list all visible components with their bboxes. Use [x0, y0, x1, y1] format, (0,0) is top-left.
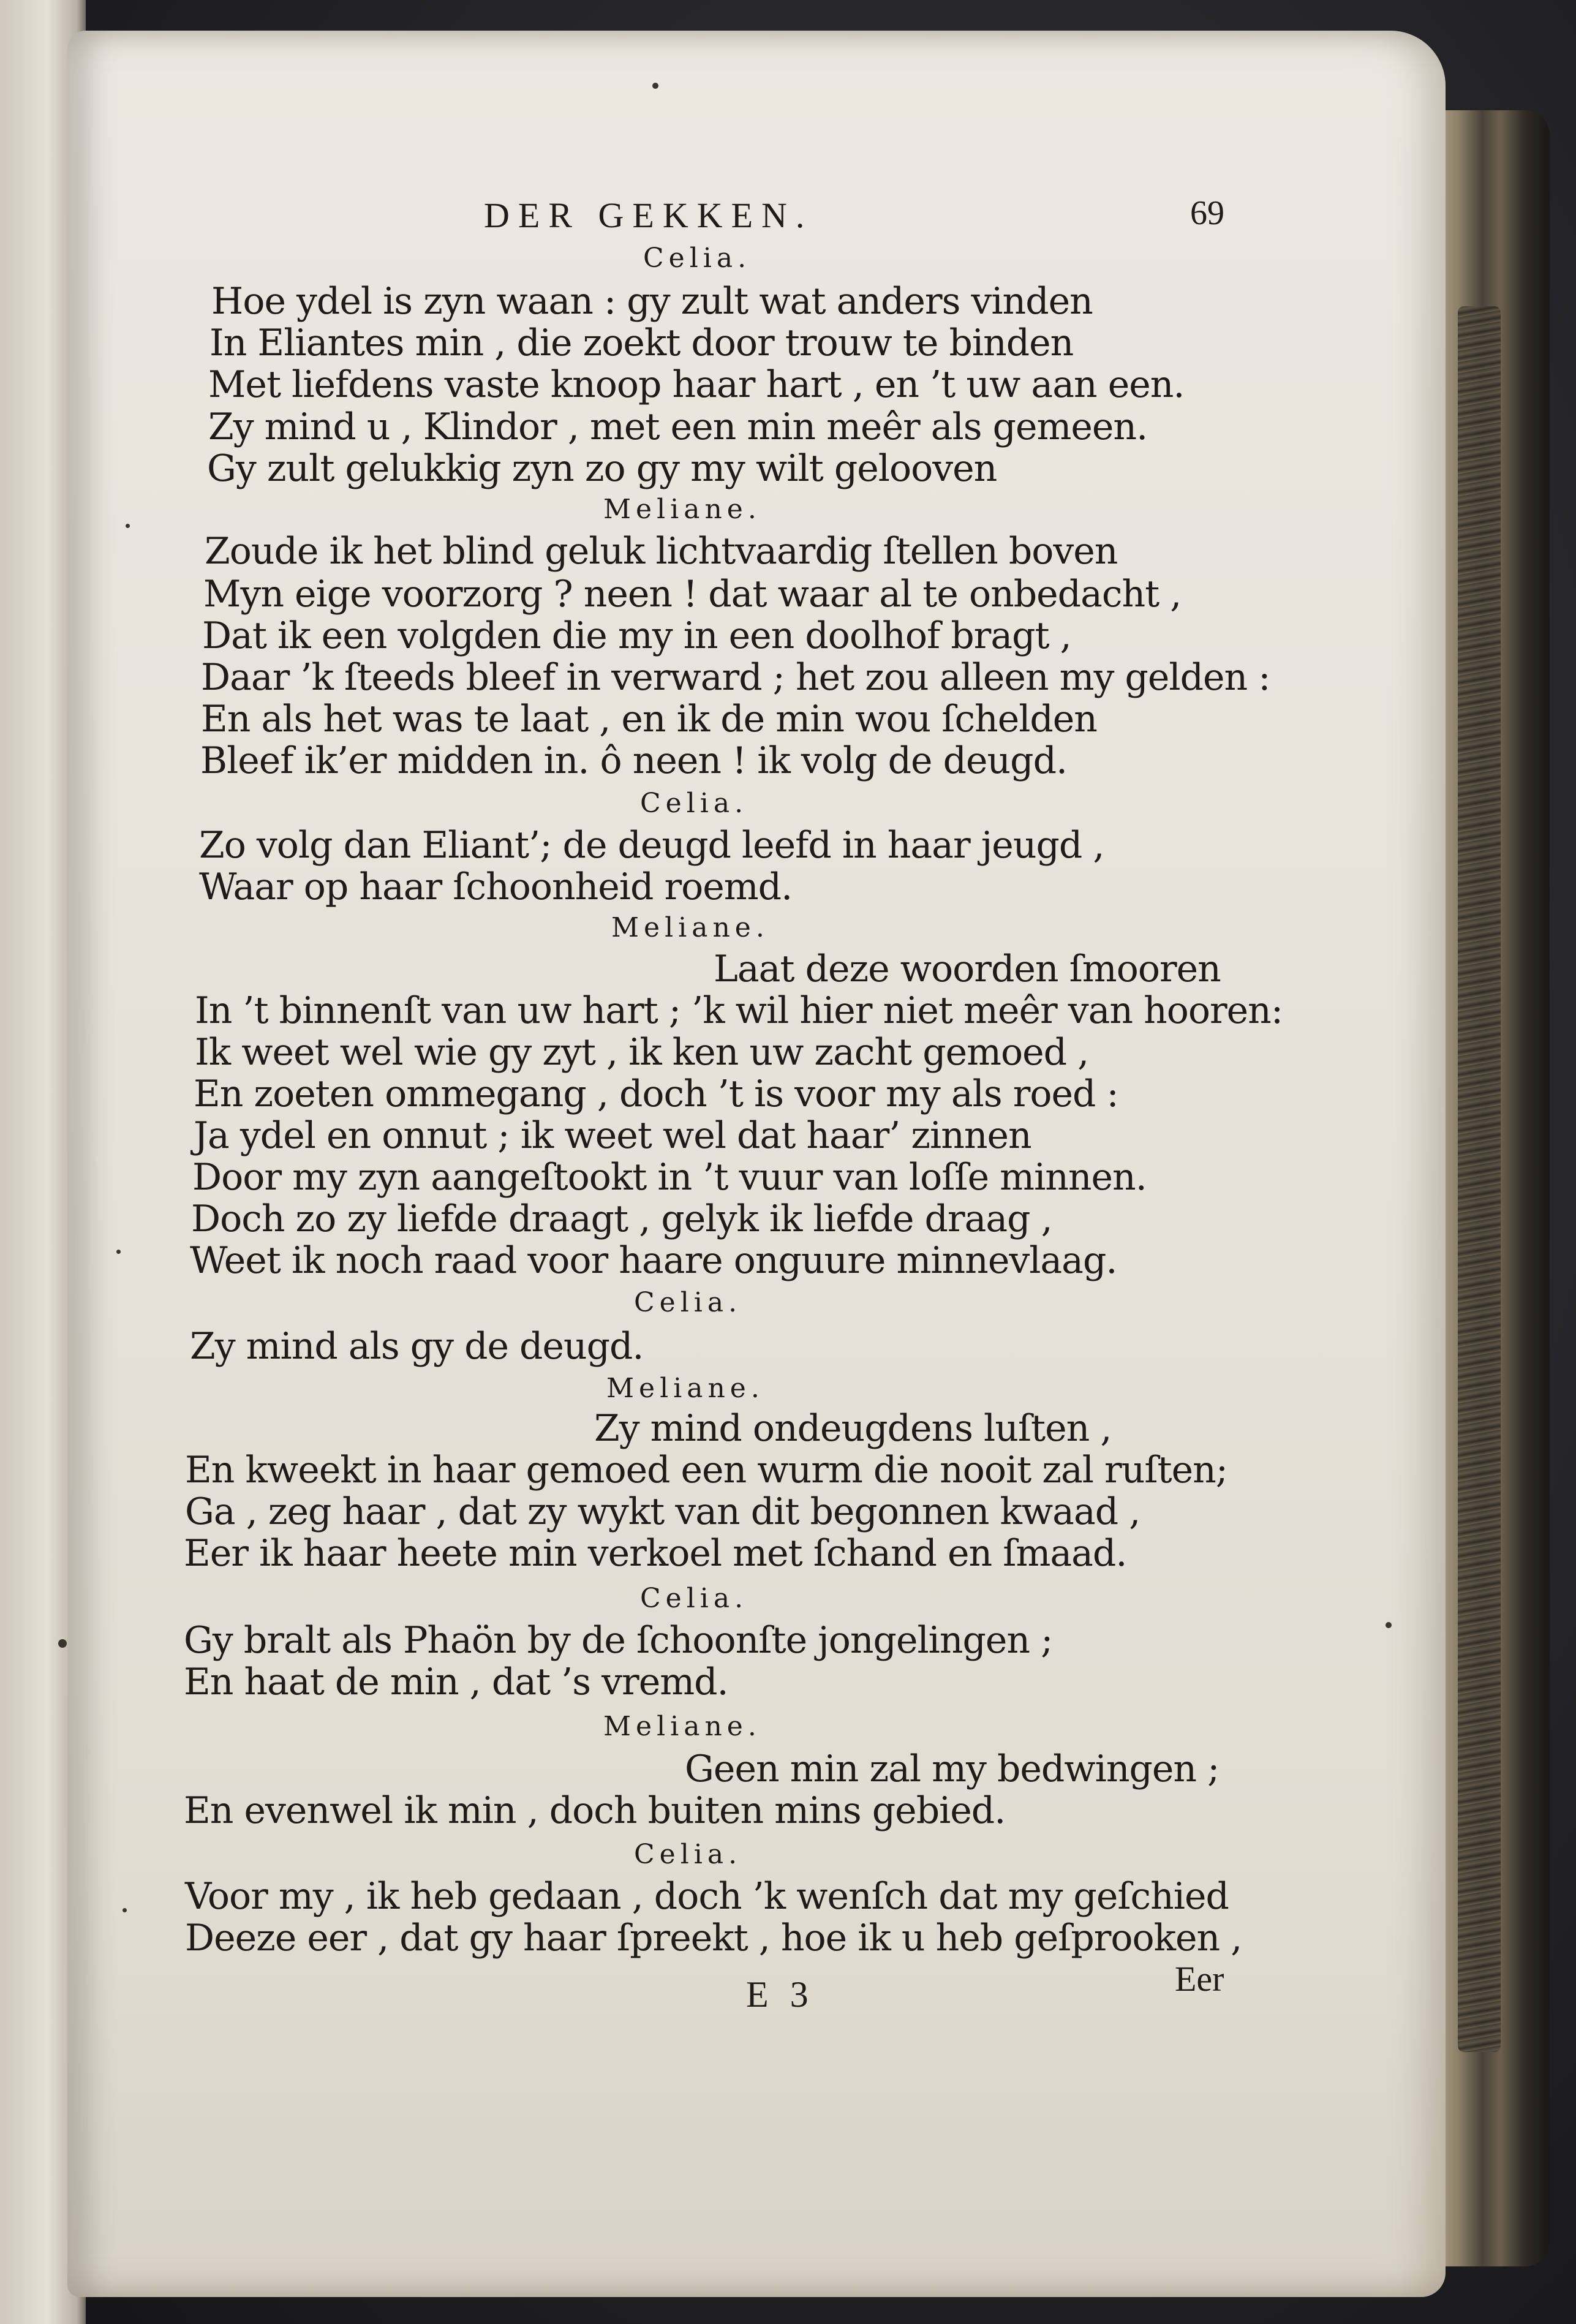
catchword: Eer: [1175, 1959, 1224, 1999]
verse-line: Zy mind ondeugdens luſten ,: [594, 1407, 1112, 1450]
verse-line: Laat deze woorden ſmooren: [714, 948, 1221, 990]
paper-speck: [58, 1639, 67, 1648]
verse-line: Gy zult gelukkig zyn zo gy my wilt gelooven: [207, 447, 997, 490]
verse-line: Daar ’k ſteeds bleef in verward ; het zou alleen my gelden :: [201, 656, 1270, 699]
verse-line: Zy mind als gy de deugd.: [190, 1325, 644, 1368]
paper-speck: [652, 83, 658, 89]
verse-line: Ik weet wel wie gy zyt , ik ken uw zacht gemoed ,: [195, 1031, 1089, 1074]
running-head: DER GEKKEN.: [484, 195, 813, 235]
verse-line: Doch zo zy liefde draagt , gelyk ik liefde draag ,: [191, 1198, 1052, 1240]
verse-line: Waar op haar ſchoonheid roemd.: [199, 866, 793, 908]
verse-line: In ’t binnenſt van uw hart ; ’k wil hier niet meêr van hooren:: [195, 989, 1283, 1032]
speaker-label: Meliane.: [606, 1373, 764, 1404]
verse-line: Ga , zeg haar , dat zy wykt van dit begonnen kwaad ,: [185, 1490, 1141, 1533]
verse-line: En evenwel ik min , doch buiten mins gebied.: [184, 1789, 1006, 1832]
verse-line: Weet ik noch raad voor haare onguure minnevlaag.: [190, 1239, 1117, 1282]
paper-speck: [116, 1250, 121, 1254]
verse-line: Myn eige voorzorg ? neen ! dat waar al te onbedacht ,: [203, 573, 1182, 616]
signature-mark: E 3: [746, 1974, 815, 2015]
verse-line: Door my zyn aangeſtookt in ’t vuur van loſſe minnen.: [192, 1156, 1147, 1199]
verse-line: Zoude ik het blind geluk lichtvaardig ſtellen boven: [205, 530, 1118, 573]
verse-line: In Eliantes min , die zoekt door trouw te binden: [209, 322, 1074, 364]
speaker-label: Meliane.: [611, 912, 769, 943]
verse-line: Zy mind u , Klindor , met een min meêr als gemeen.: [208, 406, 1148, 448]
verse-line: Gy bralt als Phaön by de ſchoonſte jongelingen ;: [184, 1619, 1053, 1662]
speaker-label: Celia.: [640, 1583, 748, 1614]
speaker-label: Celia.: [640, 788, 748, 819]
verse-line: En kweekt in haar gemoed een wurm die nooit zal ruſten;: [185, 1449, 1228, 1492]
speaker-label: Meliane.: [603, 494, 761, 525]
verse-line: Eer ik haar heete min verkoel met ſchand en ſmaad.: [184, 1532, 1127, 1575]
speaker-label: Celia.: [634, 1839, 742, 1870]
verse-line: En als het was te laat , en ik de min wou ſchelden: [201, 698, 1097, 741]
verse-line: Ja ydel en onnut ; ik weet wel dat haar’ zinnen: [194, 1114, 1031, 1157]
speaker-label: Celia.: [634, 1287, 742, 1318]
verse-line: Met liefdens vaste knoop haar hart , en ’t uw aan een.: [208, 363, 1185, 406]
marbled-page-edge: [1458, 306, 1501, 2052]
verse-line: Deeze eer , dat gy haar ſpreekt , hoe ik u heb geſprooken ,: [185, 1917, 1242, 1960]
verse-line: Voor my , ik heb gedaan , doch ’k wenſch dat my geſchied: [185, 1875, 1229, 1918]
speaker-label: Meliane.: [603, 1711, 761, 1742]
paper-speck: [1386, 1622, 1392, 1628]
verse-line: En zoeten ommegang , doch ’t is voor my als roed :: [194, 1073, 1118, 1115]
verse-line: Dat ik een volgden die my in een doolhof bragt ,: [202, 614, 1071, 657]
verse-line: En haat de min , dat ’s vremd.: [184, 1661, 728, 1703]
verse-line: Bleef ik’er midden in. ô neen ! ik volg de deugd.: [200, 739, 1068, 782]
page-number: 69: [1190, 194, 1224, 232]
speaker-label: Celia.: [643, 243, 752, 274]
verse-line: Hoe ydel is zyn waan : gy zult wat anders vinden: [211, 280, 1093, 323]
paper-speck: [123, 1908, 127, 1912]
verse-line: Zo volg dan Eliant’; de deugd leefd in haar jeugd ,: [199, 824, 1104, 867]
verse-line: Geen min zal my bedwingen ;: [685, 1748, 1220, 1790]
paper-speck: [126, 524, 130, 528]
